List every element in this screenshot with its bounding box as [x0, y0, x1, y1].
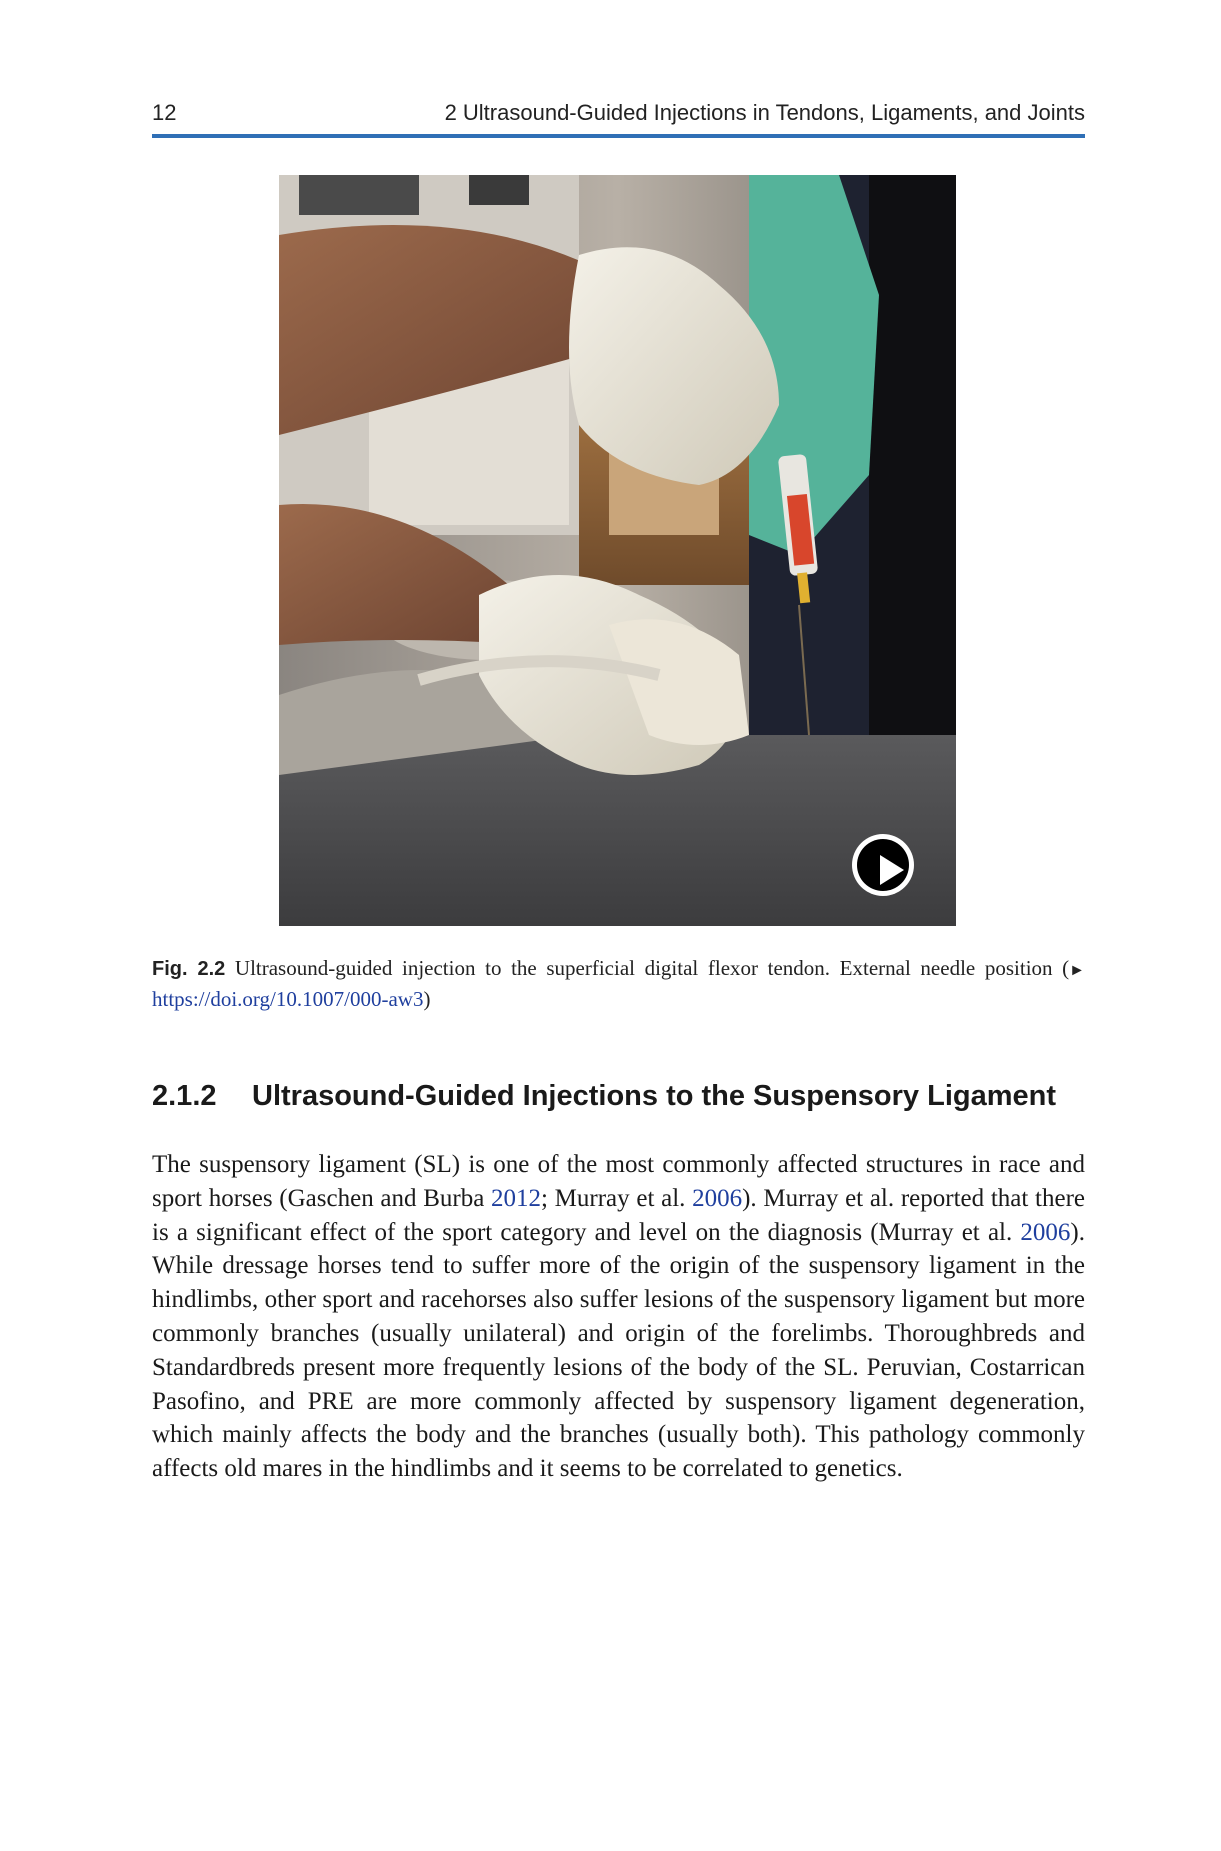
figure-label: Fig. 2.2	[152, 958, 226, 980]
figure-caption	[152, 954, 1085, 1014]
header-rule	[152, 134, 1085, 138]
doi-link[interactable]: https://doi.org/10.1007/000-aw3	[152, 987, 424, 1011]
body-paragraph	[152, 1148, 1085, 1486]
chapter-title: 2 Ultrasound-Guided Injections in Tendons, Ligaments, and Joints	[444, 100, 1085, 125]
paragraph-text-1: The suspensory ligament (SL) is one of the most commonly affected structures in race and sport horses (Gaschen and Burba	[152, 1151, 1085, 1212]
citation-link[interactable]: 2006	[692, 1184, 743, 1212]
play-icon	[857, 839, 909, 891]
paragraph-text-3: ). Murray et al. reported that there is a significant effect of the sport category and level on the diagnosis (Murray et al.	[152, 1184, 1085, 1246]
caption-close: )	[423, 987, 431, 1011]
page-number: 12	[152, 100, 177, 125]
ultrasound-guided-injection-photo	[279, 175, 956, 926]
figure-photo	[279, 175, 956, 926]
citation-link[interactable]: 2006	[1020, 1218, 1071, 1246]
section-number: 2.1.2	[152, 1080, 217, 1112]
play-video-button[interactable]	[852, 834, 914, 896]
section-heading	[152, 1080, 1085, 1113]
section-title: Ultrasound-Guided Injections to the Suspensory Ligament	[252, 1080, 1057, 1112]
arrow-icon: ►	[1069, 962, 1085, 979]
paragraph-text-2: ; Murray et al.	[541, 1184, 693, 1212]
citation-link[interactable]: 2012	[491, 1184, 542, 1212]
paragraph-text-4: ). While dressage horses tend to suffer more of the origin of the suspensory ligament in the hindlimbs, other sport and racehorses also suffer lesions of the suspensory ligament but more commonly branches (usually unilateral) and origin of the forelimbs. Thoroughbreds and Standardbreds present more frequently lesions of the body of the SL. Peruvian, Costarrican Pasofino, and PRE are more commonly affected by suspensory ligament degeneration, which mainly affects the body and the branches (usually both). This pathology commonly affects old mares in the hindlimbs and it seems to be correlated to genetics.	[152, 1218, 1085, 1483]
caption-text: Ultrasound-guided injection to the superficial digital flexor tendon. External needle position (	[234, 956, 1070, 980]
